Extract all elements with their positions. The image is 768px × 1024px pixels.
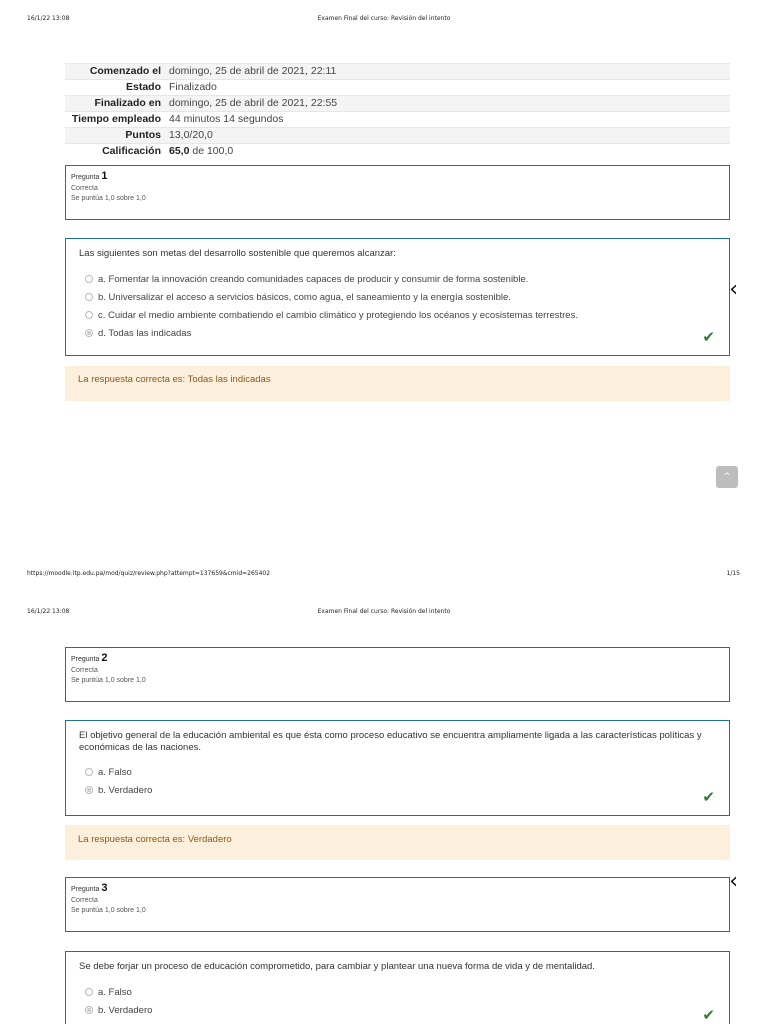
page-number: 1/15 [726,570,740,577]
answer-option-selected[interactable]: b. Verdadero [79,1001,716,1019]
print-date: 16/1/22 13:08 [27,608,70,615]
question-mark: Se puntúa 1,0 sobre 1,0 [71,907,146,914]
question-1-content [65,238,730,356]
attempt-summary-table [65,63,730,159]
summary-row-grade: Calificación 65,0 de 100,0 [65,144,730,160]
question-3-info: Pregunta 3 Correcta Se puntúa 1,0 sobre 1,0 [65,877,730,932]
summary-row-finished: Finalizado en domingo, 25 de abril de 2021, 22:55 [65,96,730,112]
answer-option[interactable]: a. Falso [79,763,716,781]
answer-option[interactable]: a. Fomentar la innovación creando comunidades capaces de producir y consumir de forma sostenible. [79,270,716,288]
question-number: 1 [101,170,108,182]
answer-option-selected[interactable]: d. Todas las indicadas [79,324,716,342]
radio-icon[interactable] [85,311,93,319]
check-icon: ✔ [702,789,715,806]
check-icon: ✔ [702,329,715,346]
question-3-content [65,951,730,1024]
answer-option-selected[interactable]: b. Verdadero [79,781,716,799]
answer-option[interactable]: b. Universalizar el acceso a servicios básicos, como agua, el saneamiento y la energía sostenible. [79,288,716,306]
page-url: https://moodle.itp.edu.pa/mod/quiz/review.php?attempt=137659&cmid=265402 [27,570,271,577]
radio-selected-icon[interactable] [85,329,93,337]
radio-icon[interactable] [85,768,93,776]
document-title: Examen Final del curso: Revisión del intento [317,608,451,615]
question-text: Las siguientes son metas del desarrollo sostenible que queremos alcanzar: [79,248,396,259]
question-2-info: Pregunta 2 Correcta Se puntúa 1,0 sobre 1,0 [65,647,730,702]
question-2-feedback: La respuesta correcta es: Verdadero [65,825,730,860]
chevron-left-icon[interactable]: ‹ [729,277,738,302]
question-1-feedback: La respuesta correcta es: Todas las indicadas [65,366,730,401]
summary-row-state: Estado Finalizado [65,80,730,96]
chevron-left-icon[interactable]: ‹ [729,869,738,894]
question-state: Correcta [71,185,98,192]
question-1-info: Pregunta 1 Correcta Se puntúa 1,0 sobre 1,0 [65,165,730,220]
radio-icon[interactable] [85,275,93,283]
question-mark: Se puntúa 1,0 sobre 1,0 [71,677,146,684]
summary-row-time-taken: Tiempo empleado 44 minutos 14 segundos [65,112,730,128]
document-title: Examen Final del curso: Revisión del intento [317,15,451,22]
radio-selected-icon[interactable] [85,786,93,794]
question-text: El objetivo general de la educación ambiental es que ésta como proceso educativo se encuentra ampliamente ligada a las características políticas y económicas de las naciones. [79,730,702,753]
question-number: 2 [101,652,108,664]
question-state: Correcta [71,667,98,674]
radio-icon[interactable] [85,988,93,996]
question-2-content [65,720,730,816]
radio-icon[interactable] [85,293,93,301]
answer-option[interactable]: c. Cuidar el medio ambiente combatiendo el cambio climático y protegiendo los océanos y ecosistemas terrestres. [79,306,716,324]
radio-selected-icon[interactable] [85,1006,93,1014]
question-mark: Se puntúa 1,0 sobre 1,0 [71,195,146,202]
check-icon: ✔ [702,1007,715,1024]
question-text: Se debe forjar un proceso de educación comprometido, para cambiar y plantear una nueva forma de vida y de mentalidad. [79,961,595,972]
scroll-to-top-button[interactable]: ^ [716,466,738,488]
summary-row-started: Comenzado el domingo, 25 de abril de 2021, 22:11 [65,64,730,80]
print-date: 16/1/22 13:08 [27,15,70,22]
question-number: 3 [101,882,108,894]
answer-option[interactable]: a. Falso [79,983,716,1001]
summary-row-marks: Puntos 13,0/20,0 [65,128,730,144]
question-state: Correcta [71,897,98,904]
grade-suffix: de 100,0 [189,145,234,157]
grade-value: 65,0 [169,145,190,157]
